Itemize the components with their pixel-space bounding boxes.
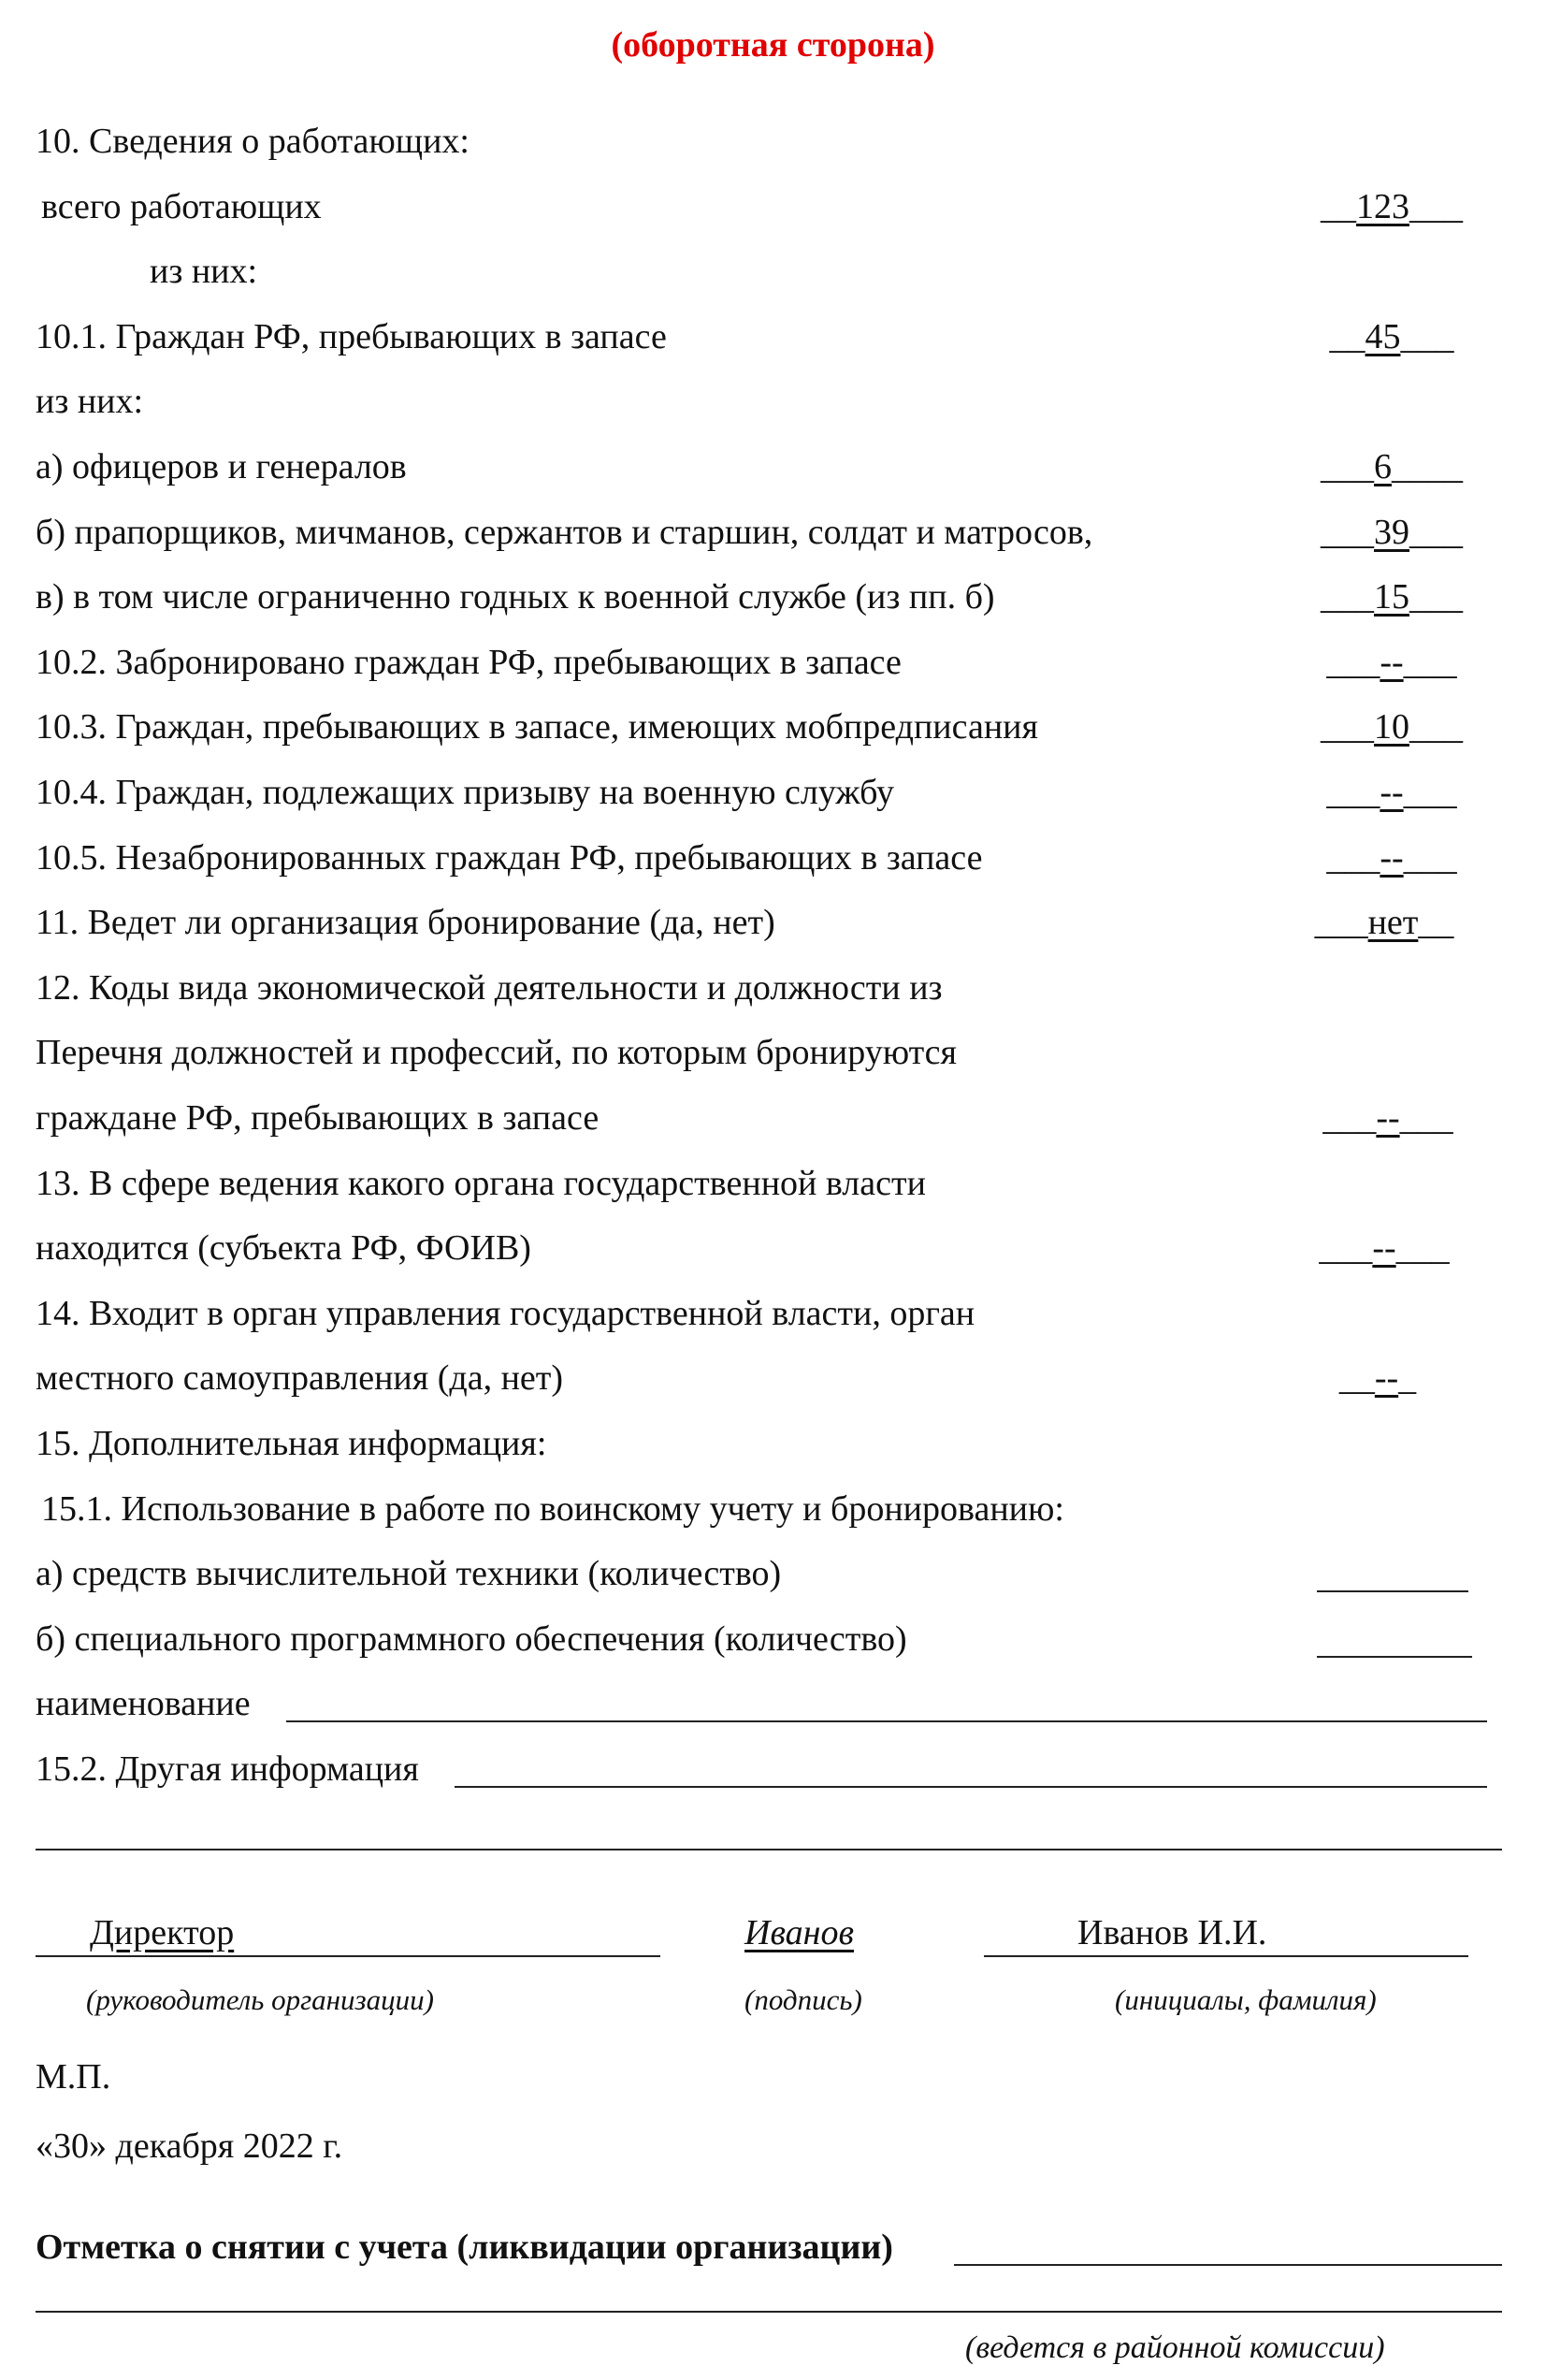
row-value: __45___ bbox=[1329, 317, 1454, 356]
blank-line bbox=[984, 1955, 1468, 1957]
deregistration-label: Отметка о снятии с учета (ликвидации организации) bbox=[36, 2228, 893, 2267]
row-label: 14. Входит в орган управления государственной власти, орган bbox=[36, 1294, 975, 1333]
row-label: находится (субъекта РФ, ФОИВ) bbox=[36, 1228, 531, 1268]
row-value: ___--___ bbox=[1326, 643, 1457, 682]
row-label: 10.5. Незабронированных граждан РФ, пребывающих в запасе bbox=[36, 838, 983, 878]
row-label: б) прапорщиков, мичманов, сержантов и старшин, солдат и матросов, bbox=[36, 513, 1093, 552]
row-label: б) специального программного обеспечения (количество) bbox=[36, 1619, 907, 1659]
row-value: ___10___ bbox=[1321, 707, 1463, 747]
row-label: 15.2. Другая информация bbox=[36, 1749, 419, 1789]
row-value: __123___ bbox=[1321, 187, 1463, 226]
blank-line bbox=[36, 2311, 1502, 2313]
footer-note: (ведется в районной комиссии) bbox=[965, 2330, 1385, 2365]
row-label: 15.1. Использование в работе по воинскому учету и бронированию: bbox=[41, 1489, 1064, 1529]
row-label: из них: bbox=[36, 382, 144, 421]
date-text: «30» декабря 2022 г. bbox=[36, 2126, 343, 2166]
row-label: наименование bbox=[36, 1684, 251, 1723]
row-label: из них: bbox=[150, 252, 258, 291]
blank-line bbox=[455, 1786, 1487, 1788]
row-value: ___--___ bbox=[1319, 1228, 1450, 1268]
blank-line bbox=[36, 1955, 660, 1957]
row-label: граждане РФ, пребывающих в запасе bbox=[36, 1098, 600, 1138]
row-label: а) средств вычислительной техники (количество) bbox=[36, 1554, 782, 1593]
row-value: ___6____ bbox=[1321, 447, 1463, 486]
page-title: (оборотная сторона) bbox=[611, 25, 935, 65]
row-label: 10.2. Забронировано граждан РФ, пребывающих в запасе bbox=[36, 643, 902, 682]
blank-line bbox=[954, 2264, 1502, 2266]
row-label: 10.4. Граждан, подлежащих призыву на военную службу bbox=[36, 773, 894, 812]
row-label: 15. Дополнительная информация: bbox=[36, 1424, 547, 1463]
row-value: ___нет__ bbox=[1314, 903, 1454, 942]
row-value: __--_ bbox=[1338, 1358, 1417, 1398]
row-label: 10. Сведения о работающих: bbox=[36, 122, 470, 161]
row-label: Перечня должностей и профессий, по которым бронируются bbox=[36, 1033, 958, 1072]
row-label: 10.1. Граждан РФ, пребывающих в запасе bbox=[36, 317, 667, 356]
row-value: ___39___ bbox=[1321, 513, 1463, 552]
name-caption: (инициалы, фамилия) bbox=[1115, 1983, 1377, 2016]
row-label: всего работающих bbox=[41, 187, 322, 226]
row-value: ___--___ bbox=[1322, 1098, 1453, 1138]
row-label: местного самоуправления (да, нет) bbox=[36, 1358, 564, 1398]
row-value: ___--___ bbox=[1326, 773, 1457, 812]
blank-line bbox=[1317, 1656, 1472, 1658]
row-label: а) офицеров и генералов bbox=[36, 447, 407, 486]
signature-value: Иванов bbox=[744, 1913, 855, 1952]
row-label: 13. В сфере ведения какого органа государственной власти bbox=[36, 1164, 926, 1203]
stamp-label: М.П. bbox=[36, 2057, 111, 2097]
blank-line bbox=[1317, 1590, 1468, 1592]
row-value: ___--___ bbox=[1326, 838, 1457, 878]
position-value: Директор bbox=[90, 1913, 235, 1952]
row-label: 10.3. Граждан, пребывающих в запасе, имеющих мобпредписания bbox=[36, 707, 1038, 747]
signature-caption: (подпись) bbox=[744, 1983, 862, 2016]
position-caption: (руководитель организации) bbox=[86, 1983, 434, 2016]
row-label: 12. Коды вида экономической деятельности и должности из bbox=[36, 968, 943, 1008]
name-value: Иванов И.И. bbox=[1077, 1913, 1267, 1952]
row-label: в) в том числе ограниченно годных к военной службе (из пп. б) bbox=[36, 577, 995, 617]
blank-line bbox=[286, 1720, 1487, 1722]
row-label: 11. Ведет ли организация бронирование (да, нет) bbox=[36, 903, 775, 942]
blank-line bbox=[36, 1849, 1502, 1850]
row-value: ___15___ bbox=[1321, 577, 1463, 617]
